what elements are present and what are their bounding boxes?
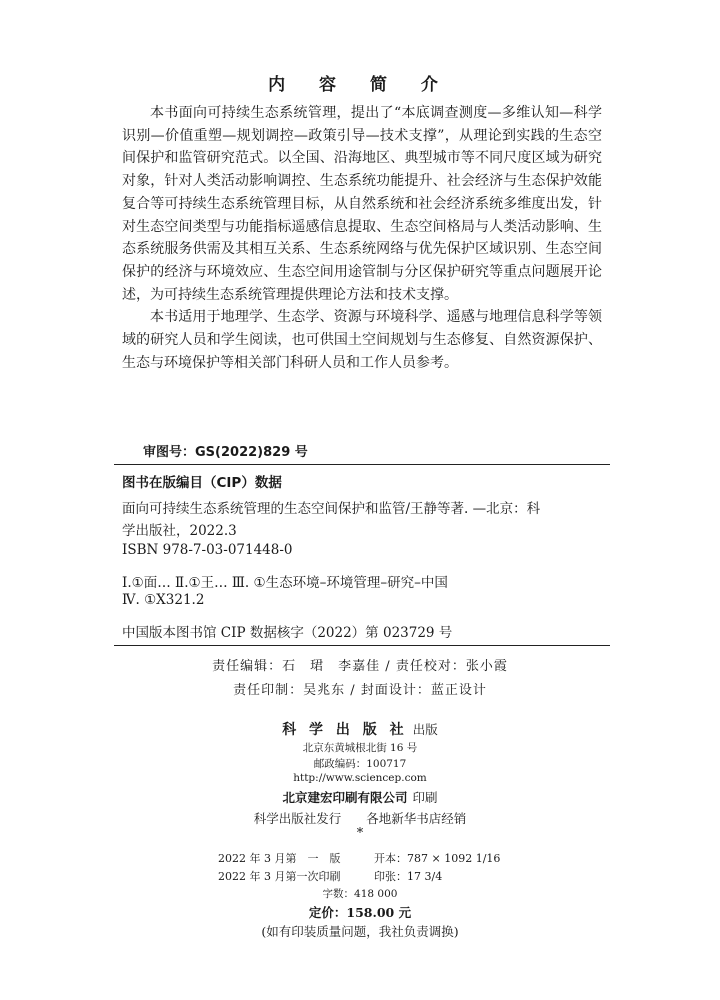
cip-check-number: 中国版本图书馆 CIP 数据核字（2022）第 023729 号 xyxy=(122,625,453,641)
printer-line xyxy=(0,787,720,806)
publisher-name: 科 学 出 版 社 xyxy=(282,722,408,738)
cip-citation-line-1: 面向可持续生态系统管理的生态空间保护和监管/王静等著. —北京：科 xyxy=(122,501,541,517)
distribution-line xyxy=(0,809,720,827)
cip-citation-line-2: 学出版社，2022.3 xyxy=(122,523,237,539)
edition-date: 2022 年 3 月第 一 版 xyxy=(218,852,341,865)
map-review-number: 审图号：GS(2022)829 号 xyxy=(143,445,308,460)
staff-line-2: 责任印制：吴兆东 / 封面设计：蓝正设计 xyxy=(233,683,487,698)
price: 定价：158.00 元 xyxy=(308,905,412,920)
summary-paragraph-1: 本书面向可持续生态系统管理，提出了“本底调查测度—多维认知—科学识别—价值重塑—规划调控—政策引导—技术支撑”，从理论到实践的生态空间保护和监管研究范式。以全国、沿海地区、典型城市等不同尺度区域为研究对象，针对人类活动影响调控、生态系统功能提升、社会经济与生态保护效能复合等可持续生态系统管理目标，从自然系统和社会经济系统多维度出发，针对生态空间类型与功能指标遥感信息提取、生态空间格局与人类活动影响、生态系统服务供需及其相互关系、生态系统网络与优先保护区域识别、生态空间保护的经济与环境效应、生态空间用途管制与分区保护研究等重点问题展开论述，为可持续生态系统管理提供理论方法和技术支撑。 xyxy=(122,105,602,303)
separator-star: * xyxy=(356,826,364,841)
word-count: 字数：418 000 xyxy=(322,888,398,900)
staff-line-1: 责任编辑：石 珺 李嘉佳 / 责任校对：张小霞 xyxy=(212,659,508,674)
format-size: 开本：787 × 1092 1/16 xyxy=(374,852,501,865)
printed-sheets: 印张：17 3/4 xyxy=(374,870,443,883)
divider-bottom xyxy=(114,645,610,646)
printing-date: 2022 年 3 月第一次印刷 xyxy=(218,870,341,883)
publisher-postcode: 邮政编码：100717 xyxy=(313,758,407,770)
publisher-line xyxy=(0,719,720,739)
cip-heading: 图书在版编目（CIP）数据 xyxy=(122,475,282,491)
issuer: 科学出版社发行 xyxy=(253,811,342,826)
cip-isbn: ISBN 978-7-03-071448-0 xyxy=(122,542,293,558)
publisher-website: http://www.sciencep.com xyxy=(293,772,427,784)
page-title: 内 容 简 介 xyxy=(268,75,452,95)
cip-classification-line-1: Ⅰ.①面… Ⅱ.①王… Ⅲ. ①生态环境–环境管理–研究–中国 xyxy=(122,575,448,591)
distributor: 各地新华书店经销 xyxy=(366,811,467,826)
printer-role: 印刷 xyxy=(412,790,438,805)
quality-note: (如有印装质量问题，我社负责调换) xyxy=(261,924,459,939)
printer-name: 北京建宏印刷有限公司 xyxy=(282,790,408,805)
divider-top xyxy=(114,464,610,465)
summary-paragraph-2: 本书适用于地理学、生态学、资源与环境科学、遥感与地理信息科学等领域的研究人员和学生阅读，也可供国土空间规划与生态修复、自然资源保护、生态与环境保护等相关部门科研人员和工作人员参考。 xyxy=(122,309,602,371)
publisher-role: 出版 xyxy=(412,722,438,737)
summary-section xyxy=(122,102,602,374)
cip-classification-line-2: Ⅳ. ①X321.2 xyxy=(122,592,205,608)
publisher-address: 北京东黄城根北街 16 号 xyxy=(302,742,418,754)
